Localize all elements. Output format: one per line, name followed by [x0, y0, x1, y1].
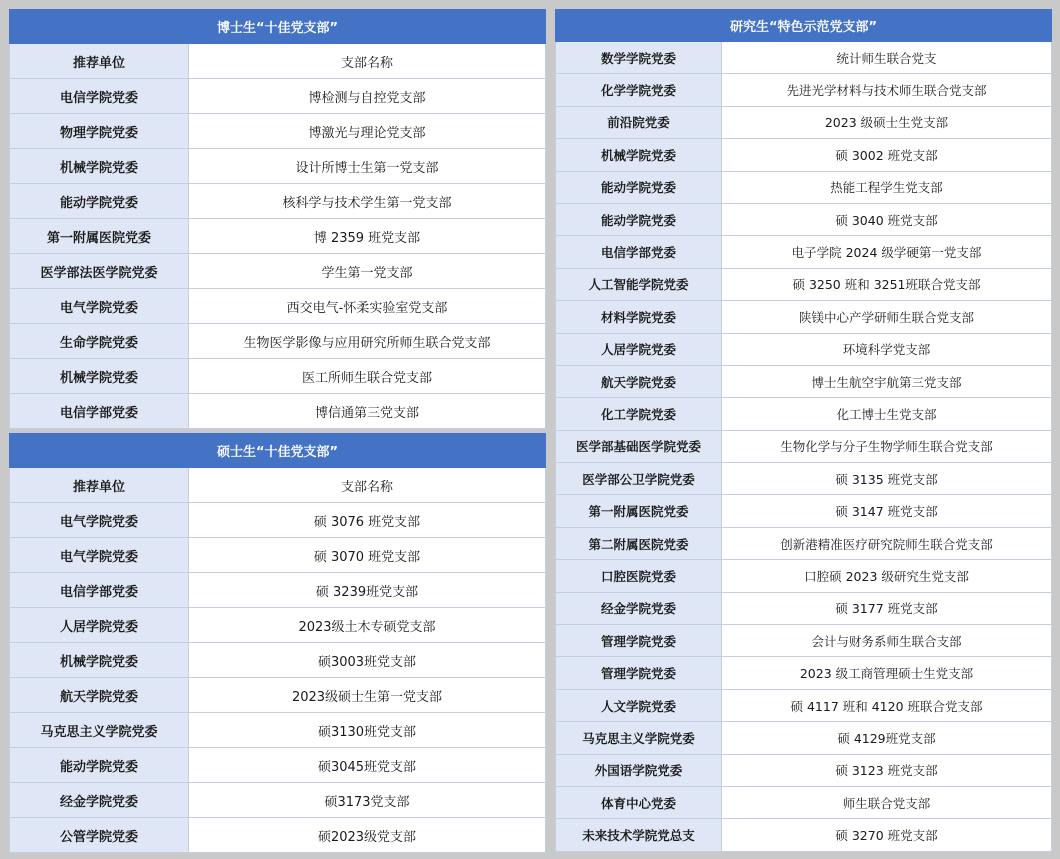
recommending-unit-cell: 机械学院党委	[10, 643, 189, 678]
branch-name-cell: 博士生航空宇航第三党支部	[722, 365, 1052, 397]
branch-name-cell: 博检测与自控党支部	[189, 79, 546, 114]
recommending-unit-cell: 机械学院党委	[10, 359, 189, 394]
recommending-unit-cell: 马克思主义学院党委	[556, 722, 722, 754]
branch-name-cell: 硕 3040 班党支部	[722, 203, 1052, 235]
recommending-unit-cell: 管理学院党委	[556, 625, 722, 657]
phd-branch-table	[9, 9, 546, 429]
table-header-row	[10, 44, 546, 79]
table-row	[10, 818, 546, 853]
recommending-unit-cell: 机械学院党委	[556, 139, 722, 171]
recommending-unit-cell: 体育中心党委	[556, 786, 722, 818]
branch-name-cell: 硕 3177 班党支部	[722, 592, 1052, 624]
branch-name-cell: 学生第一党支部	[189, 254, 546, 289]
table-row	[10, 149, 546, 184]
branch-name-cell: 硕 4117 班和 4120 班联合党支部	[722, 689, 1052, 721]
table-row	[556, 657, 1052, 689]
branch-name-cell: 硕2023级党支部	[189, 818, 546, 853]
branch-name-cell: 核科学与技术学生第一党支部	[189, 184, 546, 219]
branch-name-cell: 创新港精准医疗研究院师生联合党支部	[722, 527, 1052, 559]
recommending-unit-cell: 能动学院党委	[10, 748, 189, 783]
recommending-unit-cell: 前沿院党委	[556, 106, 722, 138]
table-row	[556, 301, 1052, 333]
recommending-unit-cell: 电信学院党委	[10, 79, 189, 114]
branch-name-cell: 统计师生联合党支	[722, 42, 1052, 74]
recommending-unit-cell: 公管学院党委	[10, 818, 189, 853]
recommending-unit-cell: 能动学院党委	[10, 184, 189, 219]
column-header-name: 支部名称	[189, 44, 546, 79]
table-row	[556, 430, 1052, 462]
branch-name-cell: 热能工程学生党支部	[722, 171, 1052, 203]
table-row	[10, 254, 546, 289]
column-header-name: 支部名称	[189, 468, 546, 503]
recommending-unit-cell: 数学学院党委	[556, 42, 722, 74]
branch-name-cell: 设计所博士生第一党支部	[189, 149, 546, 184]
table-row	[10, 359, 546, 394]
recommending-unit-cell: 第二附属医院党委	[556, 527, 722, 559]
branch-name-cell: 博 2359 班党支部	[189, 219, 546, 254]
branch-name-cell: 生物化学与分子生物学师生联合党支部	[722, 430, 1052, 462]
branch-name-cell: 硕3003班党支部	[189, 643, 546, 678]
table-row	[10, 748, 546, 783]
table-row	[10, 289, 546, 324]
recommending-unit-cell: 电气学院党委	[10, 289, 189, 324]
table-row	[556, 786, 1052, 818]
branch-name-cell: 化工博士生党支部	[722, 398, 1052, 430]
branch-name-cell: 硕 3270 班党支部	[722, 819, 1052, 851]
table-row	[556, 463, 1052, 495]
table-row	[10, 114, 546, 149]
branch-name-cell: 硕 3076 班党支部	[189, 503, 546, 538]
table-row	[556, 268, 1052, 300]
table-row	[10, 219, 546, 254]
table-row	[556, 398, 1052, 430]
branch-name-cell: 环境科学党支部	[722, 333, 1052, 365]
recommending-unit-cell: 电信学部党委	[10, 394, 189, 429]
phd-table-title: 博士生“十佳党支部”	[10, 10, 546, 44]
recommending-unit-cell: 人工智能学院党委	[556, 268, 722, 300]
table-row	[556, 42, 1052, 74]
table-row	[556, 560, 1052, 592]
branch-name-cell: 2023级硕士生第一党支部	[189, 678, 546, 713]
recommending-unit-cell: 化工学院党委	[556, 398, 722, 430]
branch-name-cell: 博信通第三党支部	[189, 394, 546, 429]
table-row	[10, 503, 546, 538]
branch-name-cell: 硕 3147 班党支部	[722, 495, 1052, 527]
recommending-unit-cell: 人居学院党委	[556, 333, 722, 365]
branch-name-cell: 硕 3250 班和 3251班联合党支部	[722, 268, 1052, 300]
column-header-unit: 推荐单位	[10, 44, 189, 79]
branch-name-cell: 硕 3002 班党支部	[722, 139, 1052, 171]
recommending-unit-cell: 电信学部党委	[556, 236, 722, 268]
recommending-unit-cell: 第一附属医院党委	[556, 495, 722, 527]
recommending-unit-cell: 航天学院党委	[10, 678, 189, 713]
table-row	[10, 678, 546, 713]
branch-name-cell: 师生联合党支部	[722, 786, 1052, 818]
recommending-unit-cell: 材料学院党委	[556, 301, 722, 333]
branch-name-cell: 2023级土木专硕党支部	[189, 608, 546, 643]
recommending-unit-cell: 经金学院党委	[556, 592, 722, 624]
recommending-unit-cell: 外国语学院党委	[556, 754, 722, 786]
recommending-unit-cell: 未来技术学院党总支	[556, 819, 722, 851]
table-row	[556, 495, 1052, 527]
table-row	[10, 713, 546, 748]
table-row	[10, 608, 546, 643]
recommending-unit-cell: 化学学院党委	[556, 74, 722, 106]
recommending-unit-cell: 物理学院党委	[10, 114, 189, 149]
branch-name-cell: 硕 4129班党支部	[722, 722, 1052, 754]
branch-name-cell: 陕镁中心产学研师生联合党支部	[722, 301, 1052, 333]
recommending-unit-cell: 经金学院党委	[10, 783, 189, 818]
table-header-row	[10, 468, 546, 503]
branch-name-cell: 生物医学影像与应用研究所师生联合党支部	[189, 324, 546, 359]
master-table-title: 硕士生“十佳党支部”	[10, 434, 546, 468]
branch-name-cell: 2023 级硕士生党支部	[722, 106, 1052, 138]
branch-name-cell: 先进光学材料与技术师生联合党支部	[722, 74, 1052, 106]
table-row	[556, 592, 1052, 624]
recommending-unit-cell: 生命学院党委	[10, 324, 189, 359]
recommending-unit-cell: 口腔医院党委	[556, 560, 722, 592]
grad-branch-table	[555, 9, 1052, 852]
branch-name-cell: 硕3045班党支部	[189, 748, 546, 783]
table-row	[556, 203, 1052, 235]
recommending-unit-cell: 航天学院党委	[556, 365, 722, 397]
master-branch-table-panel	[9, 433, 546, 853]
table-row	[556, 819, 1052, 851]
table-row	[10, 538, 546, 573]
table-row	[556, 333, 1052, 365]
branch-name-cell: 2023 级工商管理硕士生党支部	[722, 657, 1052, 689]
recommending-unit-cell: 能动学院党委	[556, 171, 722, 203]
recommending-unit-cell: 能动学院党委	[556, 203, 722, 235]
recommending-unit-cell: 医学部法医学院党委	[10, 254, 189, 289]
table-row	[556, 625, 1052, 657]
branch-name-cell: 硕3173党支部	[189, 783, 546, 818]
recommending-unit-cell: 第一附属医院党委	[10, 219, 189, 254]
grad-table-title: 研究生“特色示范党支部”	[556, 10, 1052, 42]
table-row	[556, 74, 1052, 106]
table-row	[10, 783, 546, 818]
branch-name-cell: 硕 3135 班党支部	[722, 463, 1052, 495]
table-row	[556, 139, 1052, 171]
table-row	[556, 754, 1052, 786]
recommending-unit-cell: 人文学院党委	[556, 689, 722, 721]
branch-name-cell: 口腔硕 2023 级研究生党支部	[722, 560, 1052, 592]
branch-name-cell: 博激光与理论党支部	[189, 114, 546, 149]
table-row	[10, 324, 546, 359]
branch-name-cell: 硕3130班党支部	[189, 713, 546, 748]
table-row	[10, 643, 546, 678]
table-row	[556, 171, 1052, 203]
table-row	[556, 106, 1052, 138]
branch-name-cell: 西交电气-怀柔实验室党支部	[189, 289, 546, 324]
branch-name-cell: 硕 3123 班党支部	[722, 754, 1052, 786]
table-row	[10, 394, 546, 429]
column-header-unit: 推荐单位	[10, 468, 189, 503]
branch-name-cell: 电子学院 2024 级学硬第一党支部	[722, 236, 1052, 268]
grad-branch-table-panel	[555, 9, 1052, 852]
branch-name-cell: 医工所师生联合党支部	[189, 359, 546, 394]
recommending-unit-cell: 电信学部党委	[10, 573, 189, 608]
table-row	[556, 689, 1052, 721]
table-row	[10, 573, 546, 608]
recommending-unit-cell: 马克思主义学院党委	[10, 713, 189, 748]
branch-name-cell: 硕 3070 班党支部	[189, 538, 546, 573]
table-row	[10, 79, 546, 114]
recommending-unit-cell: 电气学院党委	[10, 538, 189, 573]
recommending-unit-cell: 人居学院党委	[10, 608, 189, 643]
phd-branch-table-panel	[9, 9, 546, 429]
recommending-unit-cell: 机械学院党委	[10, 149, 189, 184]
table-row	[556, 527, 1052, 559]
master-branch-table	[9, 433, 546, 853]
table-row	[556, 722, 1052, 754]
branch-name-cell: 会计与财务系师生联合支部	[722, 625, 1052, 657]
table-row	[556, 236, 1052, 268]
table-row	[10, 184, 546, 219]
recommending-unit-cell: 医学部基础医学院党委	[556, 430, 722, 462]
table-row	[556, 365, 1052, 397]
recommending-unit-cell: 医学部公卫学院党委	[556, 463, 722, 495]
recommending-unit-cell: 管理学院党委	[556, 657, 722, 689]
recommending-unit-cell: 电气学院党委	[10, 503, 189, 538]
branch-name-cell: 硕 3239班党支部	[189, 573, 546, 608]
